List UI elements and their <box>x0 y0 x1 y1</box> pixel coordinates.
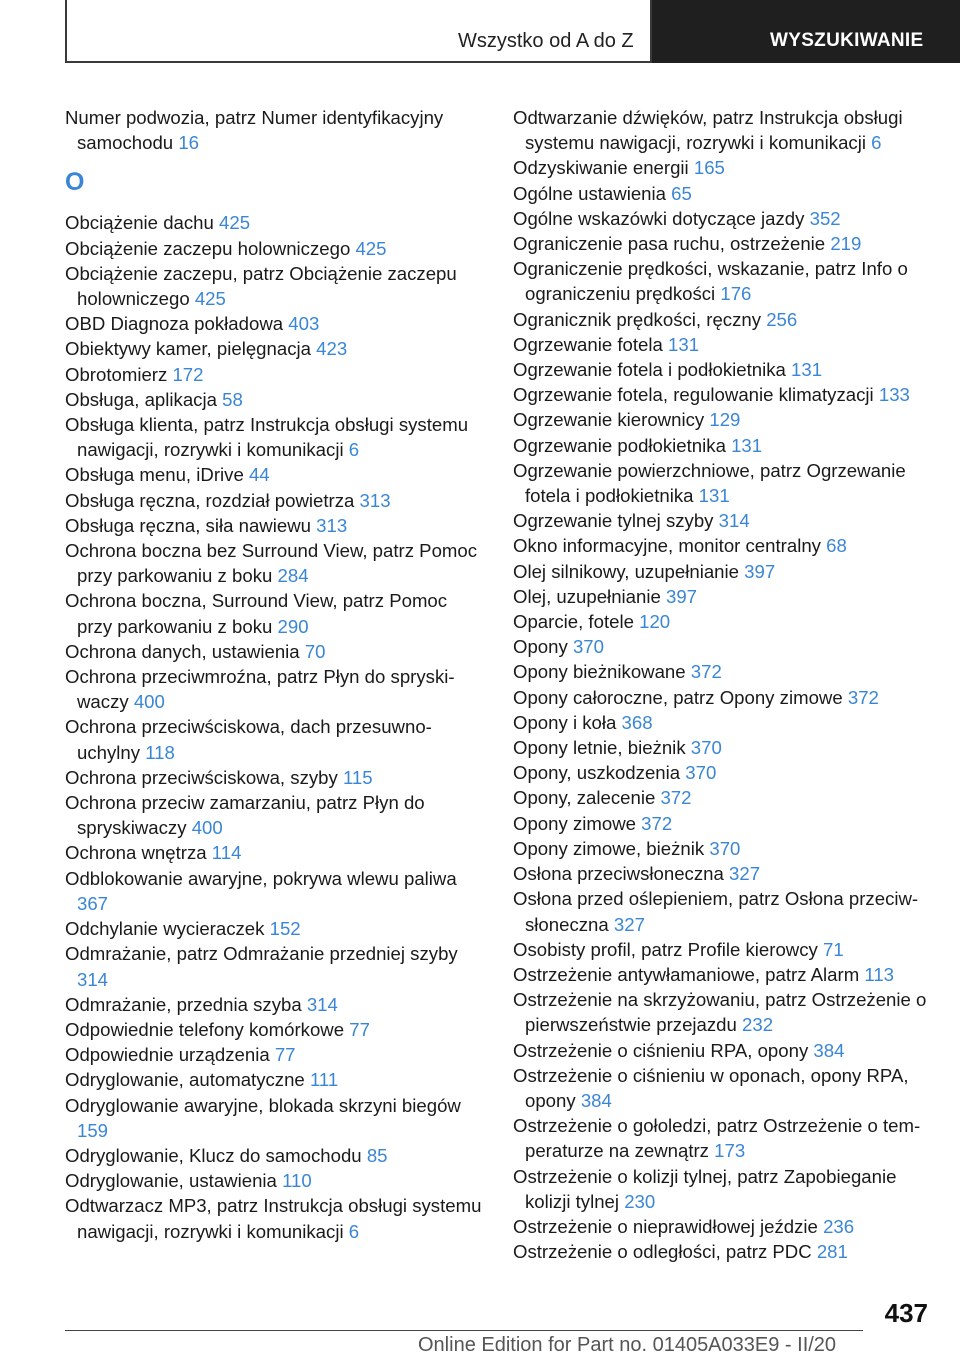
index-entry-text: Opony zimowe <box>513 812 636 834</box>
index-entry <box>65 588 485 638</box>
page-reference-link[interactable]: 113 <box>864 963 895 985</box>
index-entry <box>513 332 938 357</box>
index-entry-text: Obciążenie dachu <box>65 212 214 234</box>
index-entry-text: Opony bieżnikowane <box>513 661 686 683</box>
index-entry <box>513 659 938 684</box>
index-entry <box>513 559 938 584</box>
index-entry <box>513 105 938 155</box>
index-entry <box>65 992 485 1017</box>
index-entry <box>65 362 485 387</box>
index-entry <box>65 1143 485 1168</box>
page-reference-link[interactable]: 159 <box>77 1119 109 1141</box>
index-entry-text: Odryglowanie, Klucz do samochodu <box>65 1144 362 1166</box>
index-entry <box>65 916 485 941</box>
index-entry-text: Odtwarzanie dźwięków, patrz Instrukcja obsługi systemu nawigacji, rozrywki i komunikacji <box>513 107 903 154</box>
index-entry <box>65 210 485 235</box>
index-entry-text: Olej silnikowy, uzupełnianie <box>513 560 739 582</box>
index-entry <box>513 962 938 987</box>
page-reference-link[interactable]: 219 <box>830 233 862 255</box>
index-entry-text: Ostrzeżenie o ciśnieniu RPA, opony <box>513 1039 809 1061</box>
index-entry <box>513 710 938 735</box>
index-entry <box>65 664 485 714</box>
index-entry <box>513 1239 938 1264</box>
index-entry <box>65 941 485 991</box>
index-entry-text: Odryglowanie, ustawienia <box>65 1170 277 1192</box>
index-entry <box>513 533 938 558</box>
index-entry <box>65 765 485 790</box>
index-entry-text: Ochrona przeciwmroźna, patrz Płyn do spryskiwaczy <box>65 666 455 713</box>
section-letter: O <box>65 168 85 197</box>
index-entry-text: Ograniczenie prędkości, wskazanie, patrz Info o ograniczeniu prędkości <box>513 258 908 305</box>
page-reference-link[interactable]: 367 <box>77 892 109 914</box>
index-entry-text: Opony <box>513 636 568 658</box>
index-entry-text: Obciążenie zaczepu holowniczego <box>65 237 351 259</box>
index-entry <box>513 407 938 432</box>
page-reference-link[interactable]: 403 <box>288 313 320 335</box>
index-entry-text: Ogrzewanie fotela, regulowanie klimatyzacji <box>513 384 874 406</box>
page-reference-link[interactable]: 68 <box>826 535 847 557</box>
index-entry-text: Opony, uszkodzenia <box>513 762 681 784</box>
index-entry-text: Numer podwozia, patrz Numer identyfikacyjny samochodu <box>65 107 444 154</box>
index-entry <box>513 785 938 810</box>
index-entry <box>513 987 938 1037</box>
tab-a-to-z[interactable]: Wszystko od A do Z <box>458 30 634 52</box>
page-reference-link[interactable]: 131 <box>668 333 700 355</box>
page-reference-link[interactable]: 370 <box>685 762 717 784</box>
index-entry <box>513 1214 938 1239</box>
page-reference-link[interactable]: 256 <box>766 308 798 330</box>
index-entry <box>513 886 938 936</box>
index-entry <box>65 236 485 261</box>
page-reference-link[interactable]: 372 <box>641 812 673 834</box>
index-entry-text: Odtwarzacz MP3, patrz Instrukcja obsługi systemu nawigacji, rozrywki i komunikacji <box>65 1195 482 1242</box>
index-entry-text: Obrotomierz <box>65 363 168 385</box>
index-entry-text: Osłona przed oślepieniem, patrz Osłona przeciwsłoneczna <box>513 888 919 935</box>
page-reference-link[interactable]: 400 <box>133 691 165 713</box>
index-entry <box>513 206 938 231</box>
index-entry-text: Ostrzeżenie o gołoledzi, patrz Ostrzeżenie o temperaturze na zewnątrz <box>513 1115 921 1162</box>
index-entry <box>65 840 485 865</box>
index-entry <box>513 1063 938 1113</box>
index-entry <box>513 458 938 508</box>
page-reference-link[interactable]: 397 <box>666 585 698 607</box>
index-entry <box>65 311 485 336</box>
index-entry <box>513 735 938 760</box>
index-column-left <box>65 105 485 1244</box>
page-reference-link[interactable]: 327 <box>613 913 645 935</box>
index-entry-text: Obsługa ręczna, rozdział powietrza <box>65 489 355 511</box>
index-entry-text: Ogrzewanie fotela <box>513 333 663 355</box>
page-reference-link[interactable]: 236 <box>823 1215 855 1237</box>
index-entry <box>65 866 485 916</box>
index-entry <box>65 1042 485 1067</box>
footer-divider <box>65 1330 863 1331</box>
index-entry-text: Ochrona boczna, Surround View, patrz Pomoc przy parkowaniu z boku <box>65 590 448 637</box>
index-entry-text: Odmrażanie, przednia szyba <box>65 993 302 1015</box>
page-reference-link[interactable]: 77 <box>349 1018 370 1040</box>
index-entry-text: Odpowiednie urządzenia <box>65 1044 270 1066</box>
page-reference-link[interactable]: 232 <box>742 1014 774 1036</box>
index-entry <box>513 1164 938 1214</box>
page-reference-link[interactable]: 6 <box>871 132 882 154</box>
index-entry <box>513 609 938 634</box>
page-reference-link[interactable]: 16 <box>178 132 199 154</box>
page-reference-link[interactable]: 6 <box>348 439 360 461</box>
page-reference-link[interactable]: 397 <box>744 560 776 582</box>
index-entry-text: Ostrzeżenie o ciśnieniu w oponach, opony RPA, opony <box>513 1064 909 1111</box>
index-entry <box>65 412 485 462</box>
index-entry <box>65 639 485 664</box>
page-reference-link[interactable]: 165 <box>693 157 725 179</box>
index-entry-text: Obsługa klienta, patrz Instrukcja obsługi systemu nawigacji, rozrywki i komunikacji <box>65 414 469 461</box>
page-reference-link[interactable]: 44 <box>248 464 270 486</box>
page-reference-link[interactable]: 230 <box>624 1190 656 1212</box>
page-reference-link[interactable]: 131 <box>698 485 730 507</box>
index-entry-text: Ogrzewanie powierzchniowe, patrz Ogrzewanie fotela i podłokietnika <box>513 459 906 507</box>
index-entry-text: Okno informacyjne, monitor centralny <box>513 535 821 557</box>
page-reference-link[interactable]: 425 <box>219 212 251 234</box>
page-reference-link[interactable]: 372 <box>690 661 722 683</box>
index-entry-text: Odzyskiwanie energii <box>513 157 689 179</box>
index-entry <box>65 1093 485 1143</box>
index-entry <box>65 336 485 361</box>
page-reference-link[interactable]: 6 <box>348 1220 360 1242</box>
index-entry-text: Ostrzeżenie o kolizji tylnej, patrz Zapobieganie kolizji tylnej <box>513 1165 897 1212</box>
index-entry-text: Ogólne ustawienia <box>513 182 666 204</box>
page-reference-link[interactable]: 314 <box>77 968 109 990</box>
index-entry-text: Osobisty profil, patrz Profile kierowcy <box>513 938 818 960</box>
index-entry <box>513 836 938 861</box>
index-entry <box>513 861 938 886</box>
index-entry <box>513 382 938 407</box>
index-entry-text: Ochrona przeciwściskowa, szyby <box>65 766 338 788</box>
index-entry-text: Odblokowanie awaryjne, pokrywa wlewu paliwa <box>65 867 457 889</box>
index-entry <box>513 155 938 180</box>
index-entry-text: Odpowiednie telefony komórkowe <box>65 1018 345 1040</box>
index-entry-text: Opony i koła <box>513 711 617 733</box>
page-reference-link[interactable]: 370 <box>709 837 741 859</box>
page-reference-link[interactable]: 384 <box>580 1089 612 1111</box>
index-entry <box>513 433 938 458</box>
index-entry <box>65 105 485 155</box>
index-entry-text: Ostrzeżenie na skrzyżowaniu, patrz Ostrzeżenie o pierwszeństwie przejazdu <box>513 989 927 1036</box>
index-entry-text: Ostrzeżenie o nieprawidłowej jeździe <box>513 1215 818 1237</box>
page-reference-link[interactable]: 352 <box>809 207 841 229</box>
index-entry <box>513 231 938 256</box>
page-reference-link[interactable]: 284 <box>277 565 309 587</box>
page-reference-link[interactable]: 313 <box>316 514 348 536</box>
index-entry <box>65 1067 485 1092</box>
page-reference-link[interactable]: 368 <box>621 711 653 733</box>
page-reference-link[interactable]: 70 <box>304 640 326 662</box>
page-reference-link[interactable]: 85 <box>366 1144 388 1166</box>
page-reference-link[interactable]: 290 <box>277 615 309 637</box>
page-reference-link[interactable]: 71 <box>823 938 844 960</box>
page-reference-link[interactable]: 314 <box>718 510 750 532</box>
index-entry <box>65 538 485 588</box>
index-entry-text: Opony, zalecenie <box>513 787 656 809</box>
index-entry-text: Ochrona wnętrza <box>65 842 207 864</box>
index-entry <box>65 714 485 764</box>
index-entry <box>65 790 485 840</box>
page-reference-link[interactable]: 152 <box>269 918 301 940</box>
page-reference-link[interactable]: 111 <box>309 1069 339 1091</box>
index-entry <box>65 1017 485 1042</box>
page-reference-link[interactable]: 281 <box>816 1241 848 1263</box>
page-reference-link[interactable]: 384 <box>813 1039 845 1061</box>
page-reference-link[interactable]: 65 <box>671 182 692 204</box>
index-entry <box>513 181 938 206</box>
page-reference-link[interactable]: 110 <box>282 1170 312 1192</box>
index-entry <box>513 508 938 533</box>
index-entry-text: Ogrzewanie fotela i podłokietnika <box>513 359 786 381</box>
index-entry <box>65 261 485 311</box>
index-entry-text: Odryglowanie, automatyczne <box>65 1069 305 1091</box>
index-entry-text: Odryglowanie awaryjne, blokada skrzyni biegów <box>65 1094 461 1116</box>
page-reference-link[interactable]: 58 <box>222 388 243 410</box>
index-entry <box>513 584 938 609</box>
index-entry-text: Odmrażanie, patrz Odmrażanie przedniej szyby <box>65 943 458 965</box>
index-entry-text: Oparcie, fotele <box>513 611 634 633</box>
tab-search[interactable]: WYSZUKIWANIE <box>652 0 960 63</box>
page-reference-link[interactable]: 370 <box>572 636 604 658</box>
page-reference-link[interactable]: 114 <box>211 842 242 864</box>
index-entry <box>65 513 485 538</box>
index-entry-text: Ochrona boczna bez Surround View, patrz Pomoc przy parkowaniu z boku <box>65 540 478 587</box>
page-reference-link[interactable]: 120 <box>639 611 671 633</box>
index-entry <box>513 1113 938 1163</box>
index-entry <box>513 1038 938 1063</box>
page-reference-link[interactable]: 129 <box>709 409 741 431</box>
page-reference-link[interactable]: 118 <box>145 741 175 763</box>
page-reference-link[interactable]: 115 <box>342 766 373 788</box>
index-entry-text: Ogrzewanie tylnej szyby <box>513 510 714 532</box>
page-reference-link[interactable]: 370 <box>690 737 722 759</box>
page-reference-link[interactable]: 425 <box>355 237 387 259</box>
index-entry-text: Olej, uzupełnianie <box>513 585 661 607</box>
footer-edition: Online Edition for Part no. 01405A033E9 - II/20 <box>418 1334 837 1356</box>
page-reference-link[interactable]: 172 <box>172 363 204 385</box>
page-reference-link[interactable]: 131 <box>731 434 763 456</box>
index-entry-text: Ogrzewanie kierownicy <box>513 409 705 431</box>
index-entry <box>65 1193 485 1243</box>
index-entry-text: Odchylanie wycieraczek <box>65 918 265 940</box>
index-entry-text: OBD Diagnoza pokładowa <box>65 313 284 335</box>
index-entry <box>513 811 938 836</box>
page-reference-link[interactable]: 372 <box>847 686 879 708</box>
page-reference-link[interactable]: 173 <box>714 1140 746 1162</box>
index-entry-text: Ogólne wskazówki dotyczące jazdy <box>513 207 805 229</box>
index-entry-text: Obsługa ręczna, siła nawiewu <box>65 514 311 536</box>
page-reference-link[interactable]: 327 <box>729 863 761 885</box>
index-entry <box>513 307 938 332</box>
index-entry <box>65 488 485 513</box>
page-reference-link[interactable]: 133 <box>878 384 910 406</box>
page-reference-link[interactable]: 425 <box>194 288 226 310</box>
index-entry-text: Obciążenie zaczepu, patrz Obciążenie zaczepu holowniczego <box>65 262 457 310</box>
page-reference-link[interactable]: 314 <box>306 993 338 1015</box>
index-entry <box>513 357 938 382</box>
page-reference-link[interactable]: 423 <box>316 338 348 360</box>
index-entry <box>513 760 938 785</box>
index-entry-text: Obiektywy kamer, pielęgnacja <box>65 338 311 360</box>
page-reference-link[interactable]: 131 <box>791 359 823 381</box>
index-entry-text: Opony letnie, bieżnik <box>513 737 686 759</box>
page-reference-link[interactable]: 77 <box>274 1044 296 1066</box>
page-reference-link[interactable]: 372 <box>660 787 692 809</box>
index-entry-text: Obsługa menu, iDrive <box>65 464 244 486</box>
page-reference-link[interactable]: 313 <box>359 489 391 511</box>
index-entry <box>65 1168 485 1193</box>
index-entry-text: Obsługa, aplikacja <box>65 388 217 410</box>
index-entry-text: Opony zimowe, bieżnik <box>513 837 705 859</box>
index-entry <box>513 256 938 306</box>
page-number: 437 <box>884 1298 928 1328</box>
index-entry-text: Ochrona przeciwściskowa, dach przesuwnouchylny <box>65 716 432 763</box>
index-entry-text: Ograniczenie pasa ruchu, ostrzeżenie <box>513 233 826 255</box>
index-entry <box>65 462 485 487</box>
index-entry-text: Osłona przeciwsłoneczna <box>513 863 724 885</box>
index-entry-text: Ostrzeżenie antywłamaniowe, patrz Alarm <box>513 963 860 985</box>
index-entry-text: Ostrzeżenie o odległości, patrz PDC <box>513 1241 812 1263</box>
index-entry <box>513 937 938 962</box>
index-entry <box>513 634 938 659</box>
page-reference-link[interactable]: 400 <box>191 817 223 839</box>
index-entry <box>513 685 938 710</box>
index-entry-text: Opony całoroczne, patrz Opony zimowe <box>513 686 843 708</box>
index-entry-text: Ogrzewanie podłokietnika <box>513 434 726 456</box>
index-entry-text: Ochrona przeciw zamarzaniu, patrz Płyn do spryskiwaczy <box>65 792 425 839</box>
index-entry-text: Ochrona danych, ustawienia <box>65 640 300 662</box>
page-reference-link[interactable]: 176 <box>720 283 752 305</box>
index-column-right <box>513 105 938 1264</box>
index-entry <box>65 387 485 412</box>
index-entry-text: Ogranicznik prędkości, ręczny <box>513 308 762 330</box>
